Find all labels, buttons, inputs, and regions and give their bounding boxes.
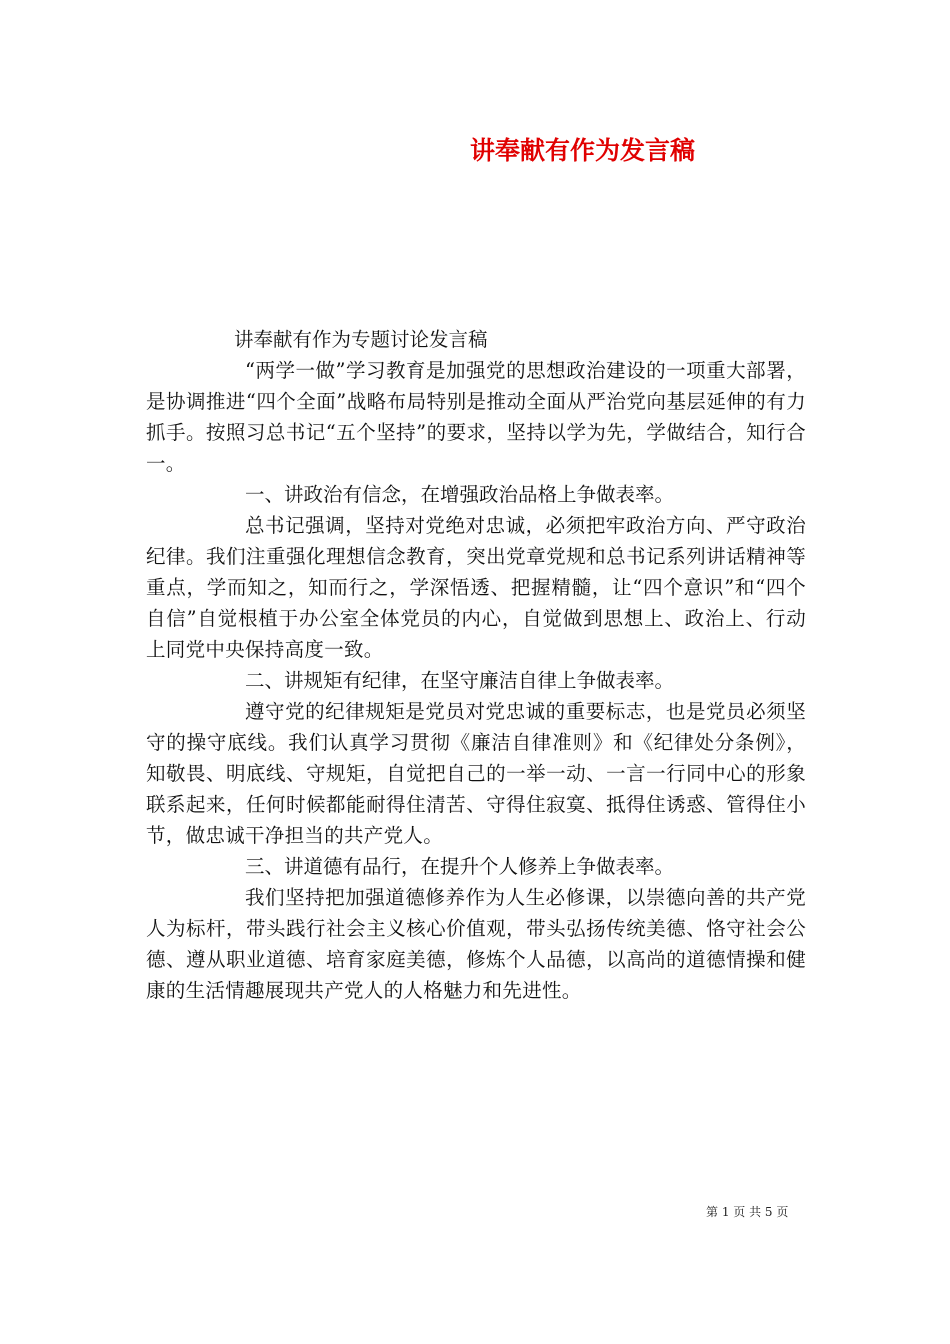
section-paragraph-2: 遵守党的纪律规矩是党员对党忠诚的重要标志，也是党员必须坚守的操守底线。我们认真学习贯彻《廉洁自律准则》和《纪律处分条例》，知敬畏、明底线、守规矩，自觉把自己的一举一动、一言一行同中心的形象联系起来，任何时候都能耐得住清苦、守得住寂寞、抵得住诱惑、管得住小节，做忠诚干净担当的共产党人。 xyxy=(146,700,806,847)
document-subtitle: 讲奉献有作为专题讨论发言稿 xyxy=(234,328,488,351)
section-heading-2: 二、讲规矩有纪律，在坚守廉洁自律上争做表率。 xyxy=(245,669,675,692)
section-paragraph-3: 我们坚持把加强道德修养作为人生必修课，以崇德向善的共产党人为标杆，带头践行社会主义核心价值观，带头弘扬传统美德、恪守社会公德、遵从职业道德、培育家庭美德，修炼个人品德，以高尚的道德情操和健康的生活情趣展现共产党人的人格魅力和先进性。 xyxy=(146,886,806,1002)
section-paragraph-1: 总书记强调，坚持对党绝对忠诚，必须把牢政治方向、严守政治纪律。我们注重强化理想信念教育，突出党章党规和总书记系列讲话精神等重点，学而知之，知而行之，学深悟透、把握精髓，让“四个意识”和“四个自信”自觉根植于办公室全体党员的内心，自觉做到思想上、政治上、行动上同党中央保持高度一致。 xyxy=(146,514,806,661)
page-number-footer: 第 1 页 共 5 页 xyxy=(706,1205,789,1219)
section-heading-1: 一、讲政治有信念，在增强政治品格上争做表率。 xyxy=(245,483,675,506)
intro-paragraph: “两学一做”学习教育是加强党的思想政治建设的一项重大部署，是协调推进“四个全面”战略布局特别是推动全面从严治党向基层延伸的有力抓手。按照习总书记“五个坚持”的要求，坚持以学为先，学做结合，知行合一。 xyxy=(146,359,806,475)
section-heading-3: 三、讲道德有品行，在提升个人修养上争做表率。 xyxy=(245,855,675,878)
page-title: 讲奉献有作为发言稿 xyxy=(470,136,696,165)
document-body xyxy=(146,324,806,1006)
